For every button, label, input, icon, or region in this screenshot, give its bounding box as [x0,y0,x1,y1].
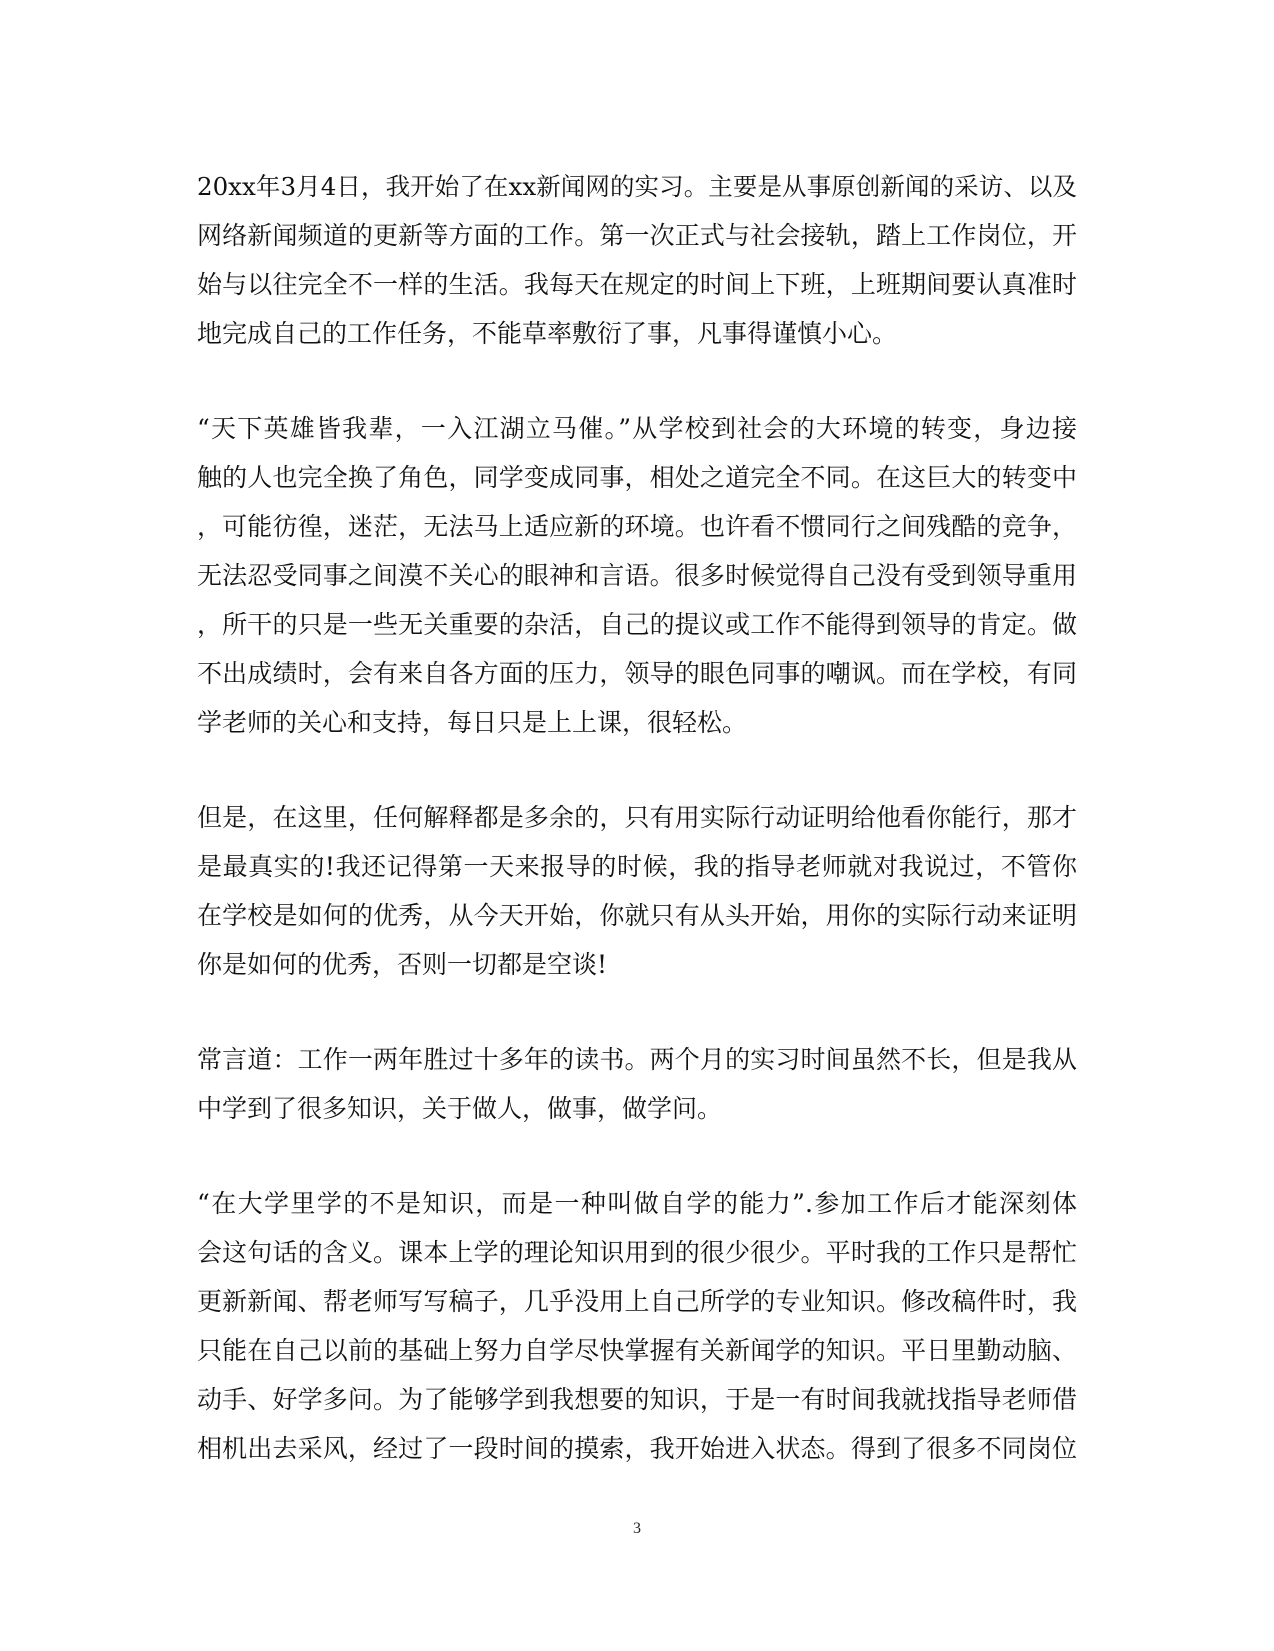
text-line: 20xx年3月4日，我开始了在xx新闻网的实习。主要是从事原创新闻的采访、以及 [197,172,1077,201]
text-line: 会这句话的含义。课本上学的理论知识用到的很少很少。平时我的工作只是帮忙 [197,1238,1077,1267]
text-line: 网络新闻频道的更新等方面的工作。第一次正式与社会接轨，踏上工作岗位，开 [197,221,1077,250]
text-line: 不出成绩时，会有来自各方面的压力，领导的眼色同事的嘲讽。而在学校，有同 [197,659,1077,688]
text-line: 你是如何的优秀，否则一切都是空谈! [197,950,608,979]
text-line: 相机出去采风，经过了一段时间的摸索，我开始进入状态。得到了很多不同岗位 [197,1434,1077,1463]
paragraph-prove-yourself [197,793,1077,989]
text-line: 更新新闻、帮老师写写稿子，几乎没用上自己所学的专业知识。修改稿件时，我 [197,1287,1077,1316]
text-line: 常言道：工作一两年胜过十多年的读书。两个月的实习时间虽然不长，但是我从 [197,1045,1077,1074]
paragraph-saying [197,1035,1077,1133]
text-line: 是最真实的!我还记得第一天来报导的时候，我的指导老师就对我说过，不管你 [197,852,1077,881]
text-line: ，所干的只是一些无关重要的杂活，自己的提议或工作不能得到领导的肯定。做 [197,610,1077,639]
text-line: 学老师的关心和支持，每日只是上上课，很轻松。 [197,708,748,737]
text-line: 动手、好学多问。为了能够学到我想要的知识，于是一有时间我就找指导老师借 [197,1385,1077,1414]
body-text [197,162,1077,1519]
page-number: 3 [633,1520,641,1537]
text-line: 只能在自己以前的基础上努力自学尽快掌握有关新闻学的知识。平日里勤动脑、 [197,1336,1077,1365]
text-line: “天下英雄皆我辈，一入江湖立马催。”从学校到社会的大环境的转变，身边接 [197,414,1077,443]
text-line: 中学到了很多知识，关于做人，做事，做学问。 [197,1094,723,1123]
text-line: 触的人也完全换了角色，同学变成同事，相处之道完全不同。在这巨大的转变中 [197,463,1077,492]
text-line: 无法忍受同事之间漠不关心的眼神和言语。很多时候觉得自己没有受到领导重用 [197,561,1077,590]
text-line: “在大学里学的不是知识，而是一种叫做自学的能力”.参加工作后才能深刻体 [197,1189,1077,1218]
text-line: 始与以往完全不一样的生活。我每天在规定的时间上下班，上班期间要认真准时 [197,270,1077,299]
text-line: 在学校是如何的优秀，从今天开始，你就只有从头开始，用你的实际行动来证明 [197,901,1077,930]
text-line: ，可能彷徨，迷茫，无法马上适应新的环境。也许看不惯同行之间残酷的竞争， [197,512,1077,541]
paragraph-environment-change [197,404,1077,747]
text-line: 但是，在这里，任何解释都是多余的，只有用实际行动证明给他看你能行，那才 [197,803,1077,832]
paragraph-internship-start [197,162,1077,358]
paragraph-self-learning [197,1179,1077,1473]
text-line: 地完成自己的工作任务，不能草率敷衍了事，凡事得谨慎小心。 [197,319,898,348]
